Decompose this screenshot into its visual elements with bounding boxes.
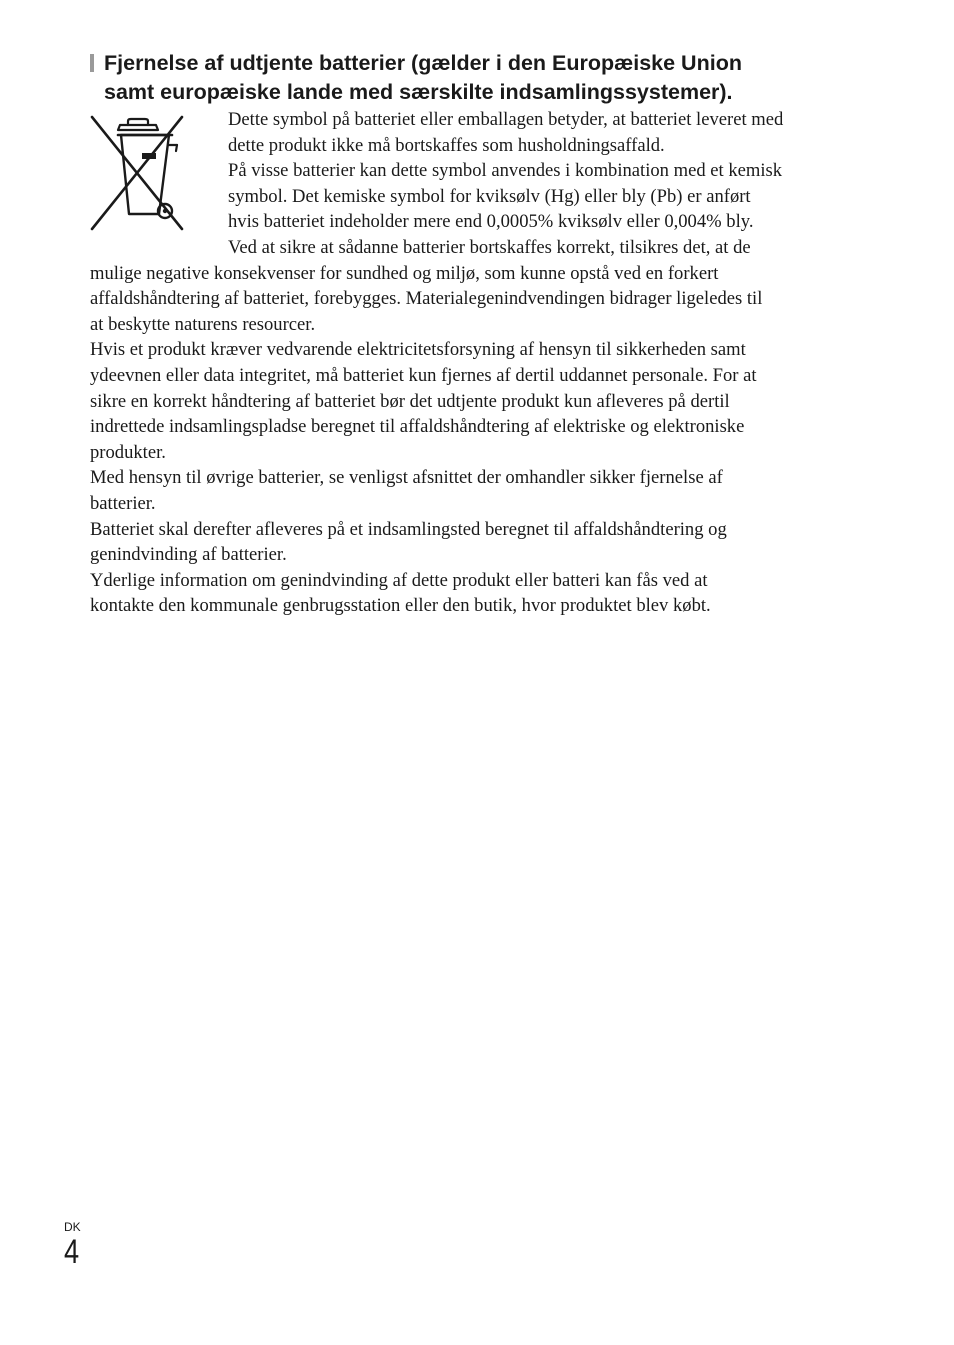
heading-line-1: Fjernelse af udtjente batterier (gælder i den Europæiske Union [104, 51, 742, 75]
text-line: symbol. Det kemiske symbol for kviksølv (Hg) eller bly (Pb) er anført [228, 185, 751, 207]
text-line: Dette symbol på batteriet eller emballagen betyder, at batteriet leveret med [228, 109, 784, 130]
text-line: På visse batterier kan dette symbol anvendes i kombination med et kemisk [228, 160, 783, 182]
text-line: sikre en korrekt håndtering af batteriet bør det udtjente produkt kun afleveres på dertil [90, 390, 730, 412]
text-line: Yderlige information om genindvinding af dette produkt eller batteri kan fås ved at [90, 569, 708, 591]
text-line: genindvinding af batterier. [90, 544, 287, 566]
section-heading [90, 49, 870, 107]
text-line: batterier. [90, 492, 156, 514]
body-text [90, 107, 850, 619]
heading-line-2: samt europæiske lande med særskilte indsamlingssystemer). [104, 80, 733, 104]
page-number: 4 [64, 1233, 80, 1271]
text-line: Batteriet skal derefter afleveres på et indsamlingsted beregnet til affaldshåndtering og [90, 518, 727, 540]
text-line: Med hensyn til øvrige batterier, se venligst afsnittet der omhandler sikker fjernelse af [90, 467, 723, 489]
symbol-text-wrap [90, 107, 228, 259]
text-line: produkter. [90, 441, 166, 463]
text-line: mulige negative konsekvenser for sundhed og miljø, som kunne opstå ved en forkert [90, 262, 719, 284]
language-code: DK [64, 1220, 81, 1234]
text-line: indrettede indsamlingspladse beregnet til affaldshåndtering af elektriske og elektroniske [90, 416, 745, 438]
text-line: Ved at sikre at sådanne batterier bortskaffes korrekt, tilsikres det, at de [228, 236, 751, 258]
text-line: affaldshåndtering af batteriet, forebygges. Materialegenindvendingen bidrager ligeledes til [90, 288, 763, 310]
text-line: Hvis et produkt kræver vedvarende elektricitetsforsyning af hensyn til sikkerheden samt [90, 339, 746, 361]
text-line: ydeevnen eller data integritet, må batteriet kun fjernes af dertil uddannet personale. For at [90, 364, 757, 386]
text-line: hvis batteriet indeholder mere end 0,0005% kviksølv eller 0,004% bly. [228, 211, 754, 233]
page-footer [64, 1220, 83, 1270]
text-line: at beskytte naturens resourcer. [90, 313, 316, 335]
text-line: dette produkt ikke må bortskaffes som husholdningsaffald. [228, 134, 665, 156]
text-line: kontakte den kommunale genbrugsstation eller den butik, hvor produktet blev købt. [90, 595, 711, 617]
heading-marker-bar [90, 54, 94, 72]
